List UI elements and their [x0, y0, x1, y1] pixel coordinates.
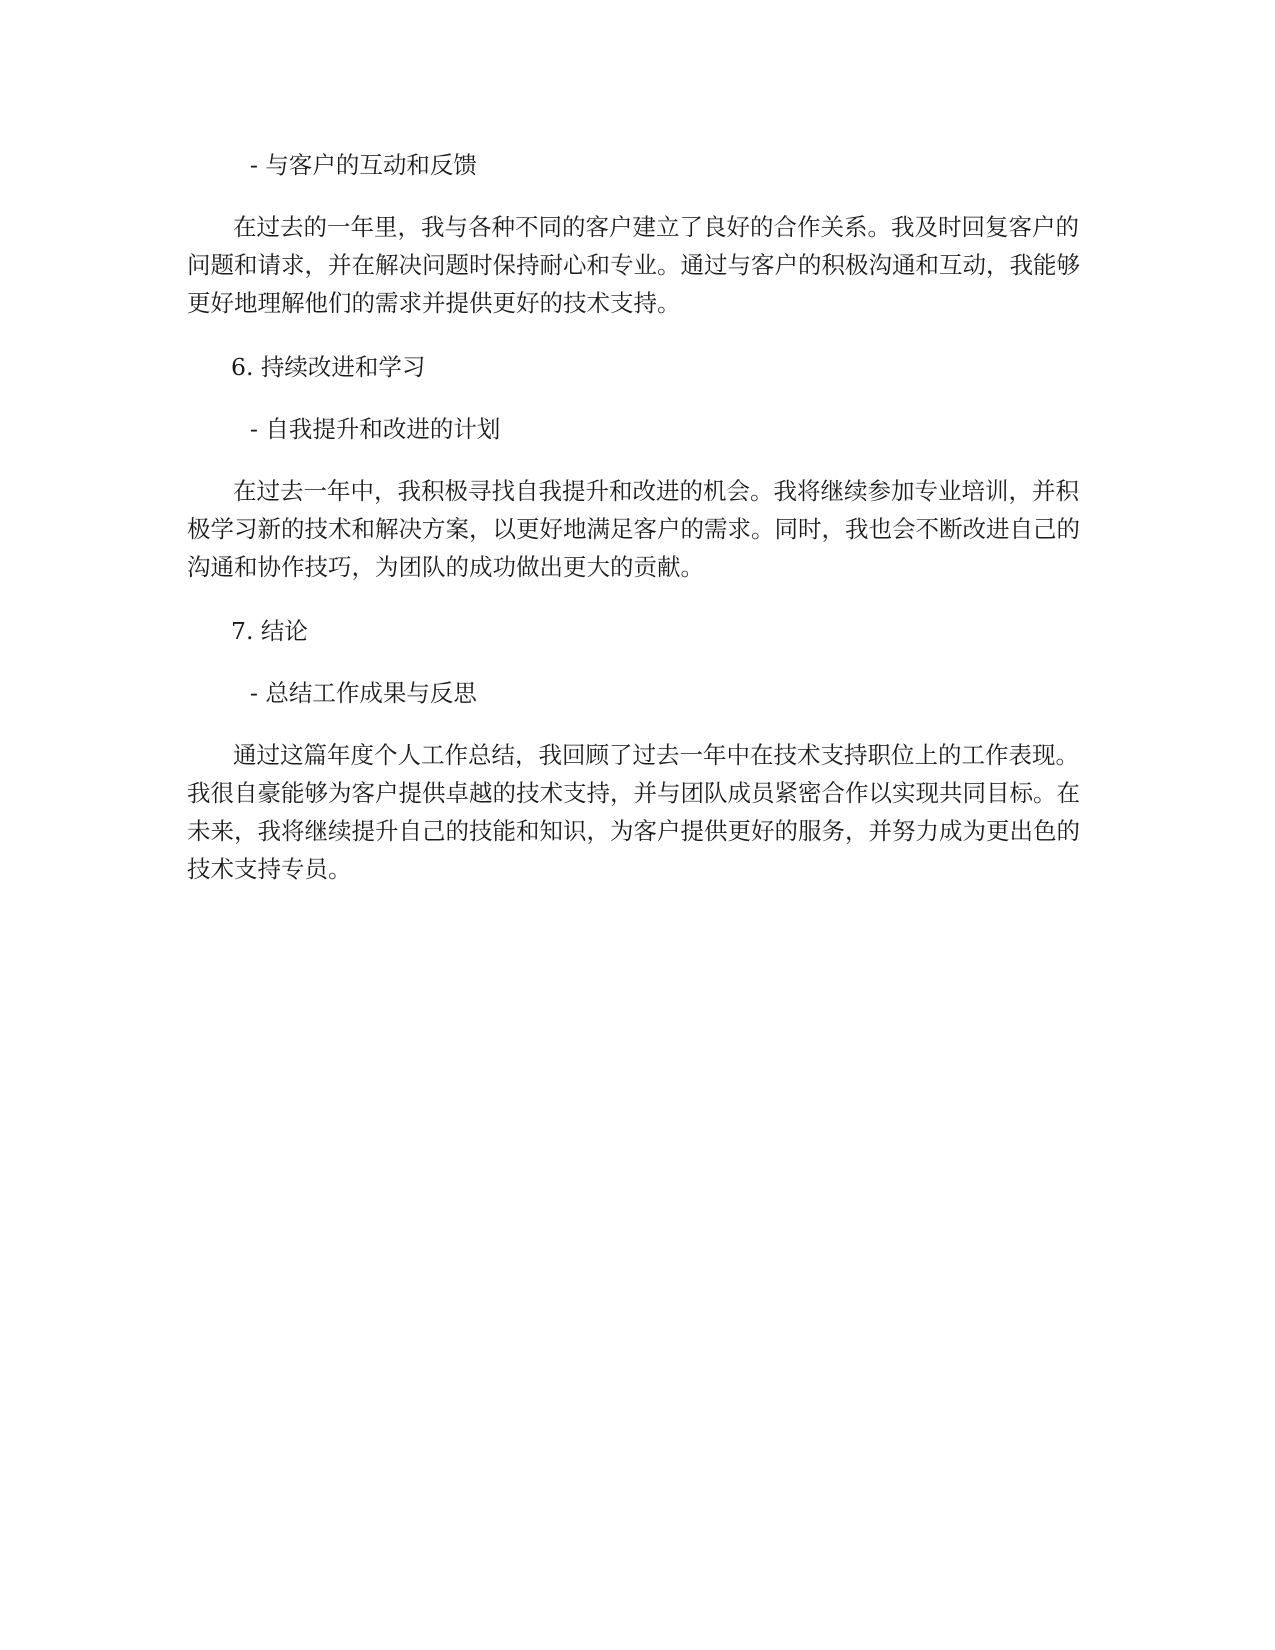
heading-continuous-improvement: 6. 持续改进和学习	[231, 353, 426, 381]
heading-conclusion: 7. 结论	[231, 617, 308, 645]
subheading-summary-reflection: - 总结工作成果与反思	[250, 679, 477, 707]
paragraph-self-improvement: 在过去一年中，我积极寻找自我提升和改进的机会。我将继续参加专业培训，并积极学习新的技术和解决方案，以更好地满足客户的需求。同时，我也会不断改进自己的沟通和协作技巧，为团队的成功做出更大的贡献。	[187, 477, 1080, 581]
subheading-self-improvement-plan: - 自我提升和改进的计划	[250, 415, 501, 443]
subheading-customer-interaction: - 与客户的互动和反馈	[250, 151, 477, 179]
paragraph-customer-interaction: 在过去的一年里，我与各种不同的客户建立了良好的合作关系。我及时回复客户的问题和请求，并在解决问题时保持耐心和专业。通过与客户的积极沟通和互动，我能够更好地理解他们的需求并提供更好的技术支持。	[187, 213, 1080, 317]
document-body	[187, 146, 1092, 888]
paragraph-conclusion: 通过这篇年度个人工作总结，我回顾了过去一年中在技术支持职位上的工作表现。我很自豪能够为客户提供卓越的技术支持，并与团队成员紧密合作以实现共同目标。在未来，我将继续提升自己的技能和知识，为客户提供更好的服务，并努力成为更出色的技术支持专员。	[187, 741, 1080, 883]
